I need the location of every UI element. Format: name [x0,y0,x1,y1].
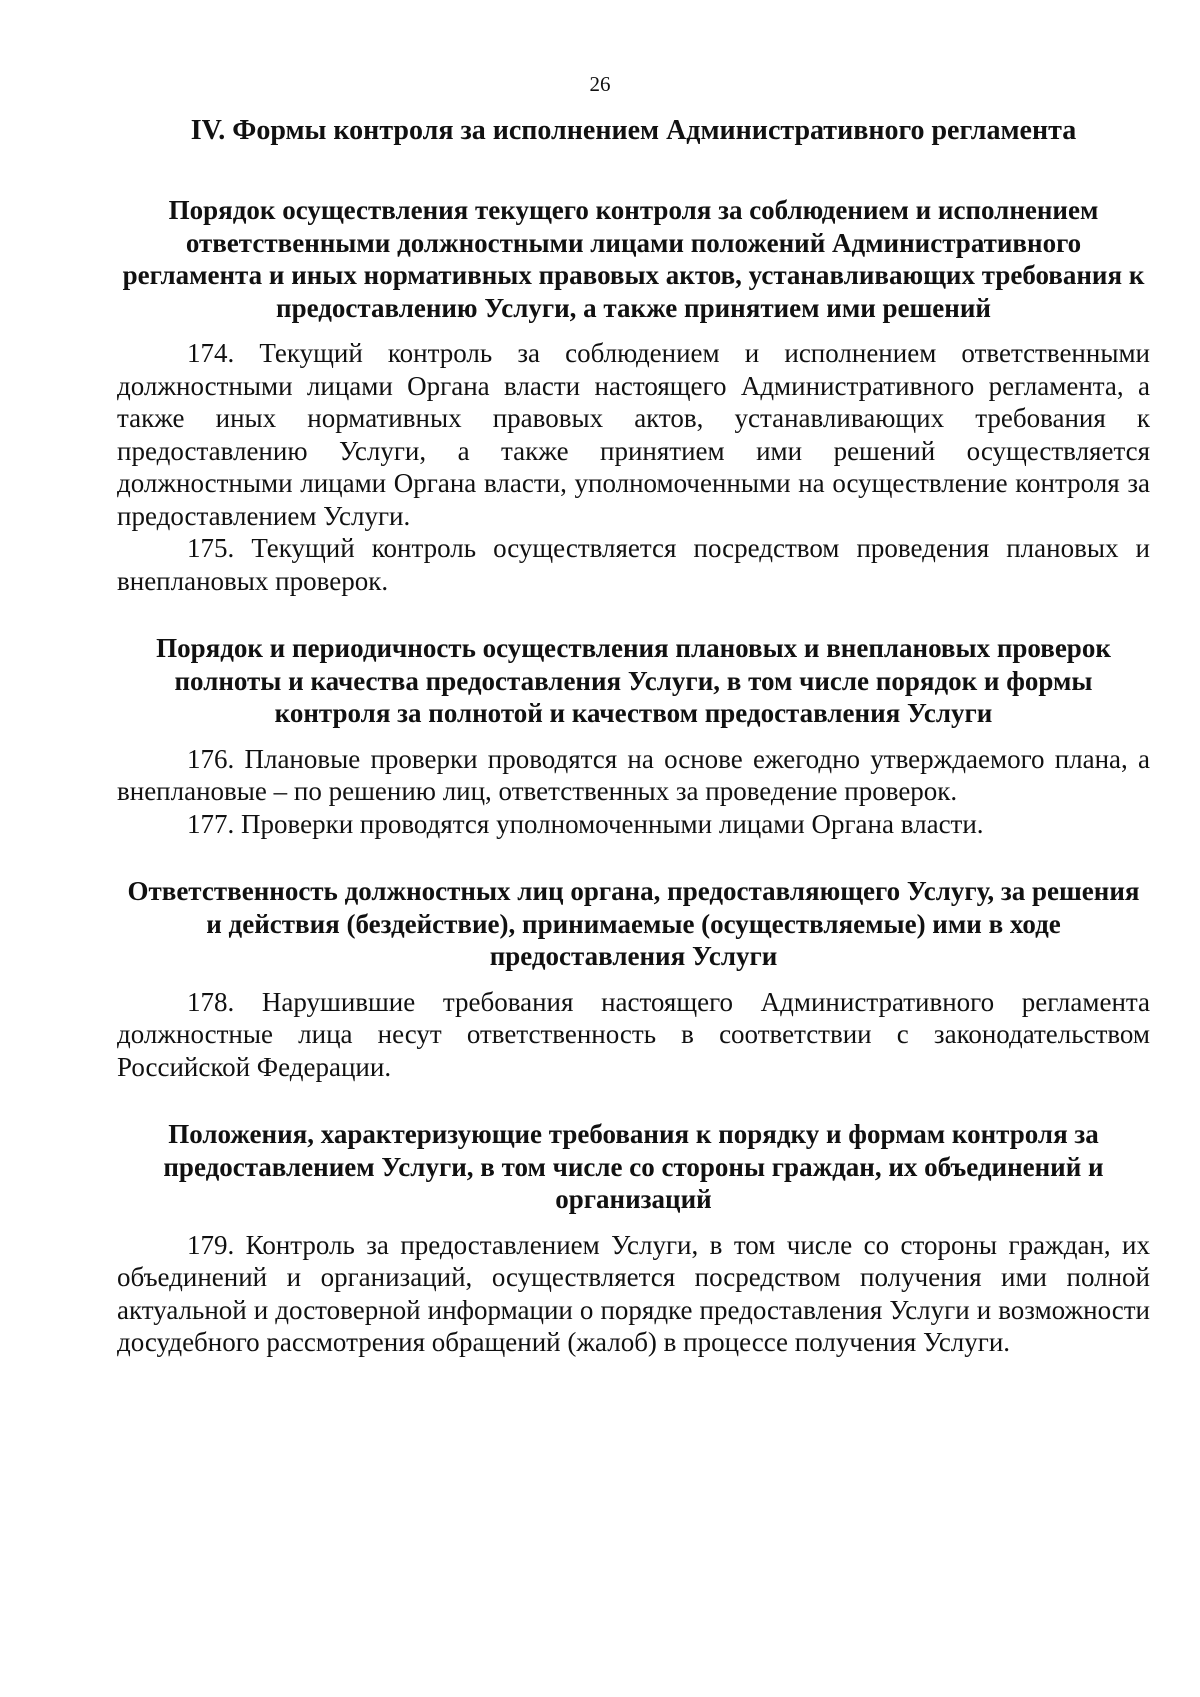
subsection-citizen-control [117,1118,1150,1359]
document-body [117,114,1150,1394]
paragraph-176: 176. Плановые проверки проводятся на основе ежегодно утверждаемого плана, а внеплановые – по решению лиц, ответственных за проведение проверок. [117,743,1150,806]
paragraph-178: 178. Нарушившие требования настоящего Административного регламента должностные лица несут ответственность в соответствии с законодательством Российской Федерации. [117,986,1150,1082]
paragraph-179: 179. Контроль за предоставлением Услуги, в том числе со стороны граждан, их объединений и организаций, осуществляется посредством получения ими полной актуальной и достоверной информации о порядке предоставления Услуги и возможности досудебного рассмотрения обращений (жалоб) в процессе получения Услуги. [117,1229,1150,1357]
paragraph-177: 177. Проверки проводятся уполномоченными лицами Органа власти. [187,808,984,839]
subsection-heading: Порядок и периодичность осуществления плановых и внеплановых проверок полноты и качества предоставления Услуги, в том числе порядок и формы контроля за полнотой и качеством предоставления Услуги [156,633,1111,728]
paragraph-175: 175. Текущий контроль осуществляется посредством проведения плановых и внеплановых проверок. [117,533,1150,596]
page-number: 26 [589,72,611,96]
paragraph-174: 174. Текущий контроль за соблюдением и исполнением ответственными должностными лицами Органа власти настоящего Административного регламента, а также иных нормативных правовых актов, устанавливающих требования к предоставлению Услуги, а также принятием ими решений осуществляется должностными лицами Органа власти, уполномоченными на осуществление контроля за предоставлением Услуги. [117,338,1150,531]
subsection-heading: Положения, характеризующие требования к порядку и формам контроля за предоставлением Услуги, в том числе со стороны граждан, их объединений и организаций [163,1119,1104,1214]
subsection-responsibility [117,875,1150,1083]
subsection-heading: Порядок осуществления текущего контроля за соблюдением и исполнением ответственными должностными лицами положений Административного регламента и иных нормативных правовых актов, устанавливающих требования к предоставлению Услуги, а также принятием ими решений [122,195,1145,323]
subsection-current-control [117,194,1150,597]
section-title: IV. Формы контроля за исполнением Административного регламента [190,115,1077,146]
subsection-heading: Ответственность должностных лиц органа, предоставляющего Услугу, за решения и действия (бездействие), принимаемые (осуществляемые) ими в ходе предоставления Услуги [127,876,1140,971]
subsection-inspections [117,632,1150,840]
